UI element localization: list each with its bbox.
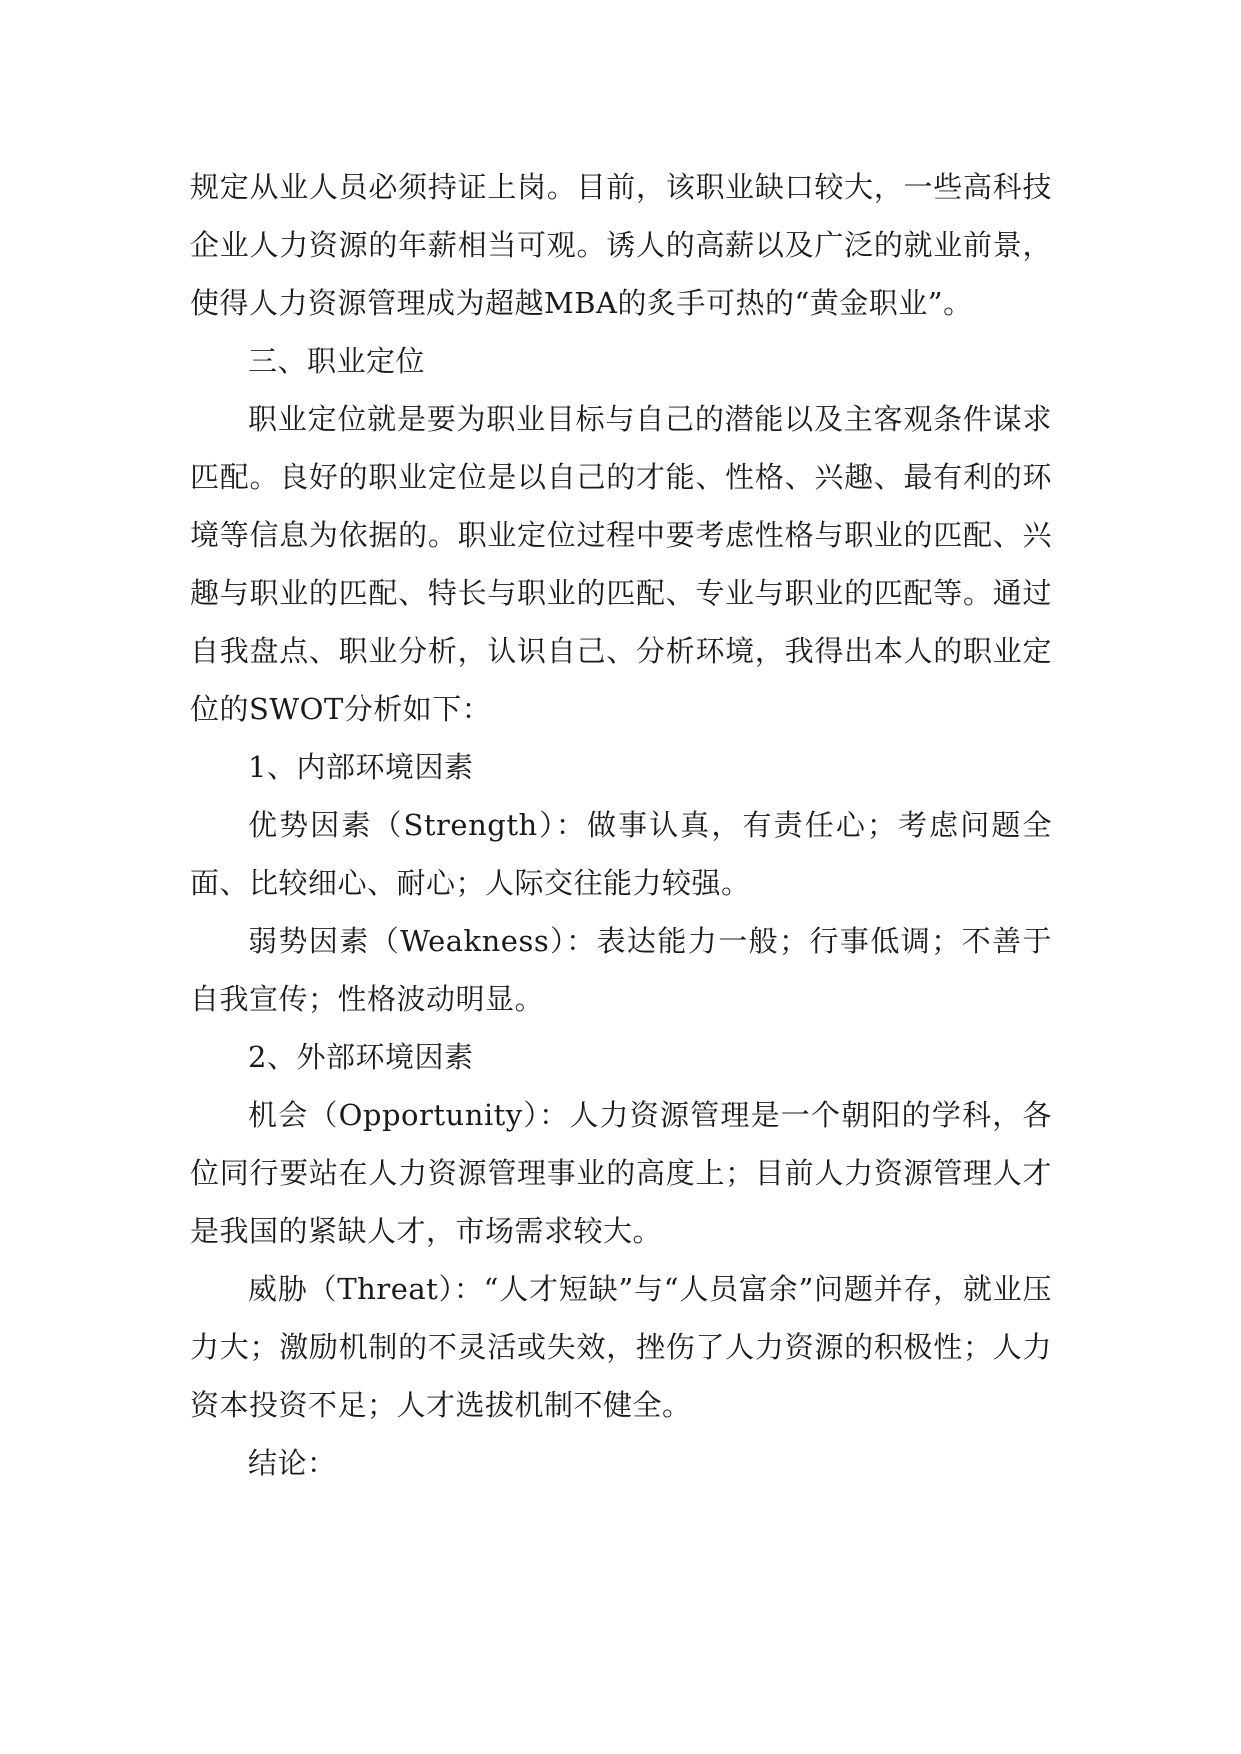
opportunity-paragraph: 机会（Opportunity）：人力资源管理是一个朝阳的学科，各位同行要站在人力资源管理事业的高度上；目前人力资源管理人才是我国的紧缺人才，市场需求较大。 — [190, 1098, 1052, 1248]
subheading-external-factors: 2、外部环境因素 — [248, 1040, 474, 1074]
strength-paragraph: 优势因素（Strength）：做事认真，有责任心；考虑问题全面、比较细心、耐心；人际交往能力较强。 — [190, 808, 1052, 900]
conclusion-heading: 结论： — [248, 1446, 337, 1480]
intro-paragraph: 规定从业人员必须持证上岗。目前，该职业缺口较大，一些高科技企业人力资源的年薪相当可观。诱人的高薪以及广泛的就业前景，使得人力资源管理成为超越MBA的炙手可热的“黄金职业”。 — [190, 170, 1052, 320]
weakness-paragraph: 弱势因素（Weakness）：表达能力一般；行事低调；不善于自我宣传；性格波动明显。 — [190, 924, 1052, 1016]
document-page — [190, 158, 1052, 1492]
positioning-paragraph: 职业定位就是要为职业目标与自己的潜能以及主客观条件谋求匹配。良好的职业定位是以自己的才能、性格、兴趣、最有利的环境等信息为依据的。职业定位过程中要考虑性格与职业的匹配、兴趣与职业的匹配、特长与职业的匹配、专业与职业的匹配等。通过自我盘点、职业分析，认识自己、分析环境，我得出本人的职业定位的SWOT分析如下： — [190, 402, 1052, 726]
subheading-internal-factors: 1、内部环境因素 — [248, 750, 474, 784]
section-heading-career-positioning: 三、职业定位 — [248, 344, 426, 378]
threat-paragraph: 威胁（Threat）：“人才短缺”与“人员富余”问题并存，就业压力大；激励机制的不灵活或失效，挫伤了人力资源的积极性；人力资本投资不足；人才选拔机制不健全。 — [190, 1272, 1052, 1422]
